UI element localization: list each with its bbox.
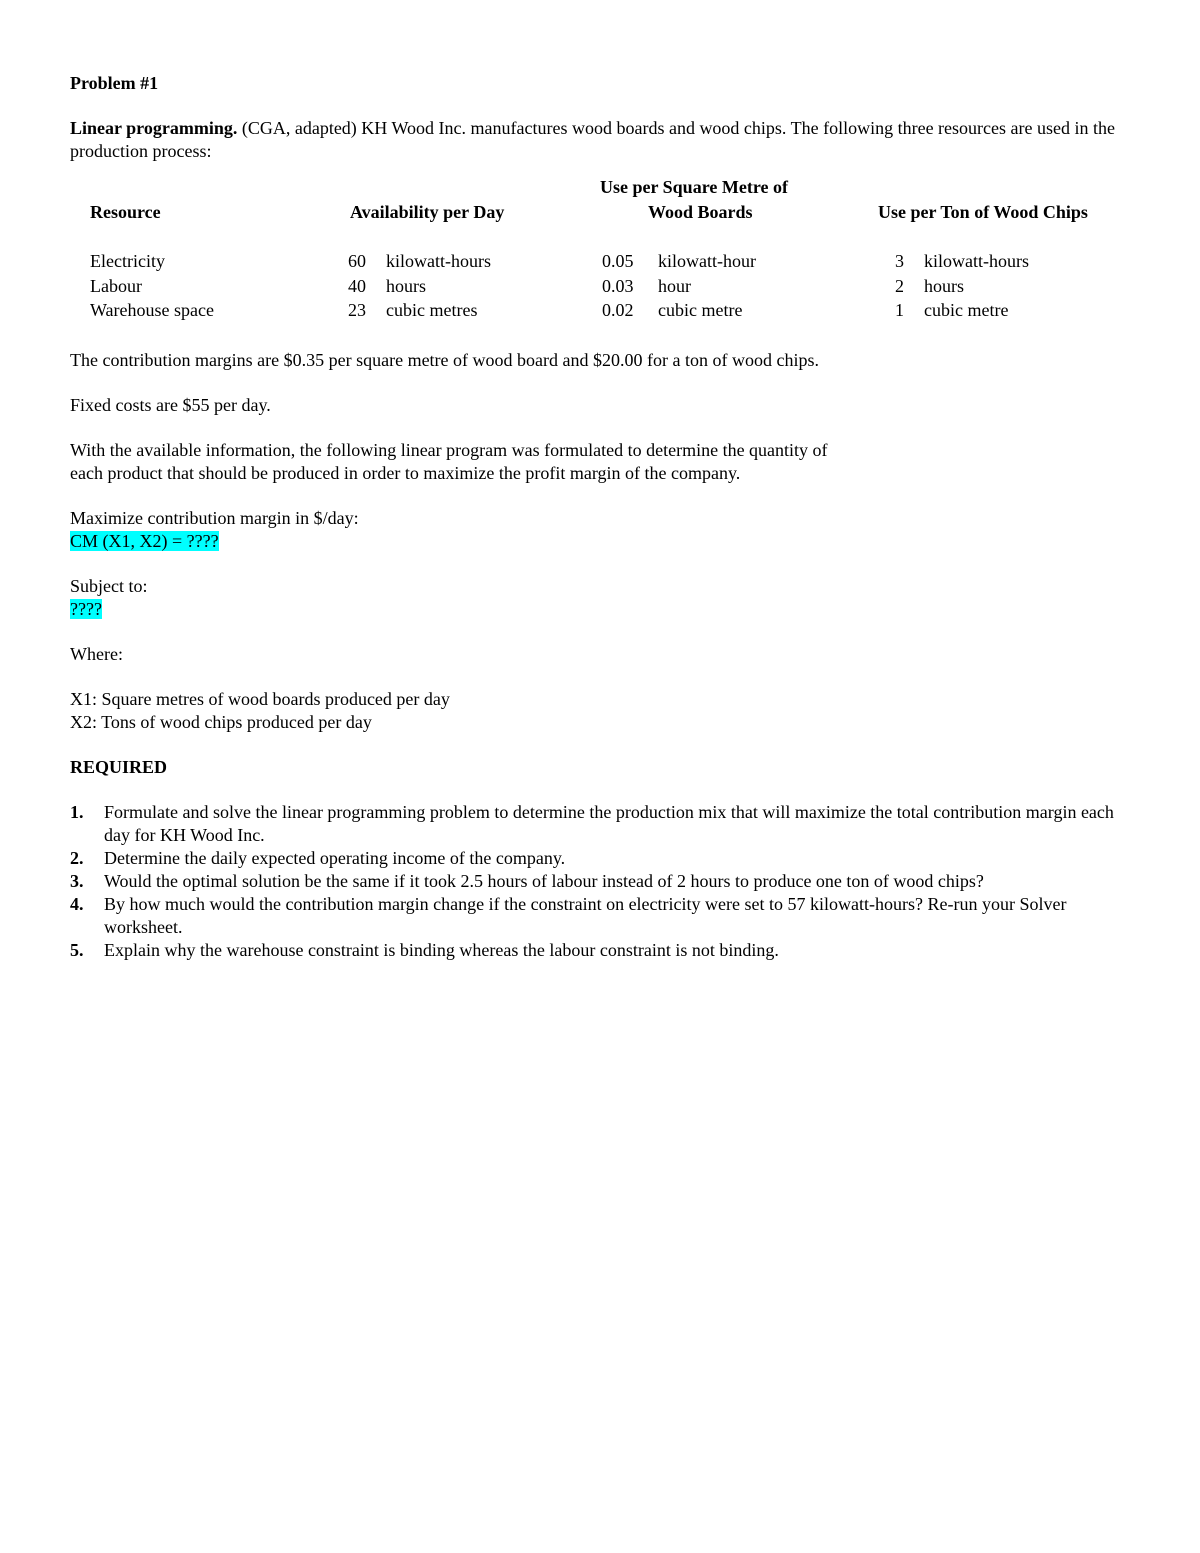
constraints-placeholder: ????	[70, 599, 102, 619]
question-number: 1.	[70, 802, 84, 822]
table-row-avail: 23	[348, 300, 366, 320]
fixed-costs-paragraph: Fixed costs are $55 per day.	[70, 395, 271, 415]
document-page	[70, 70, 1130, 962]
table-row-board-unit: kilowatt-hour	[658, 251, 756, 271]
lp-paragraph	[70, 439, 1130, 485]
list-item	[70, 801, 1130, 847]
required-heading: REQUIRED	[70, 757, 168, 777]
table-row-chip-unit: hours	[924, 276, 964, 296]
table-row-chip-unit: kilowatt-hours	[924, 251, 1029, 271]
problem-title: Problem #1	[70, 73, 159, 93]
question-text: Would the optimal solution be the same if it took 2.5 hours of labour instead of 2 hours to produce one ton of wood chips?	[104, 871, 984, 891]
variables-block	[70, 688, 1130, 734]
table-row-resource: Labour	[90, 276, 142, 296]
list-item	[70, 939, 1130, 962]
table-row-avail: 60	[348, 251, 366, 271]
maximize-label: Maximize contribution margin in $/day:	[70, 508, 359, 528]
list-item	[70, 893, 1130, 939]
table-row-board: 0.03	[602, 276, 634, 296]
lp-text-line: With the available information, the following linear program was formulated to determine the quantity of	[70, 440, 828, 460]
question-number: 3.	[70, 871, 84, 891]
table-row-resource: Warehouse space	[90, 300, 214, 320]
question-text: Formulate and solve the linear programming problem to determine the production mix that will maximize the total contribution margin each day for KH Wood Inc.	[104, 802, 1114, 845]
table-row-avail-unit: hours	[386, 276, 426, 296]
lp-text-line: each product that should be produced in order to maximize the profit margin of the company.	[70, 463, 741, 483]
question-text: Explain why the warehouse constraint is binding whereas the labour constraint is not binding.	[104, 940, 779, 960]
where-label: Where:	[70, 644, 123, 664]
table-row-avail: 40	[348, 276, 366, 296]
table-row-resource: Electricity	[90, 251, 165, 271]
constraints-block	[70, 575, 1130, 621]
variable-definition: X1: Square metres of wood boards produced per day	[70, 689, 450, 709]
objective-placeholder: CM (X1, X2) = ????	[70, 531, 219, 551]
table-row-chip: 2	[895, 276, 904, 296]
header-resource: Resource	[90, 202, 161, 222]
subject-to-label: Subject to:	[70, 576, 148, 596]
table-row-avail-unit: kilowatt-hours	[386, 251, 491, 271]
table-row-board: 0.02	[602, 300, 634, 320]
question-number: 5.	[70, 940, 84, 960]
header-boards-line1: Use per Square Metre of	[600, 177, 788, 197]
table-row-avail-unit: cubic metres	[386, 300, 478, 320]
question-text: Determine the daily expected operating income of the company.	[104, 848, 566, 868]
question-text: By how much would the contribution margin change if the constraint on electricity were set to 57 kilowatt-hours? Re-run your Solver worksheet.	[104, 894, 1067, 937]
header-boards-line2: Wood Boards	[648, 202, 753, 222]
table-row-chip: 3	[895, 251, 904, 271]
list-item	[70, 847, 1130, 870]
objective-block	[70, 507, 1130, 553]
header-chips: Use per Ton of Wood Chips	[878, 202, 1088, 222]
table-row-board-unit: hour	[658, 276, 691, 296]
table-row-chip: 1	[895, 300, 904, 320]
header-availability: Availability per Day	[350, 202, 505, 222]
variable-definition: X2: Tons of wood chips produced per day	[70, 712, 372, 732]
question-number: 2.	[70, 848, 84, 868]
resource-table	[70, 177, 1130, 327]
list-item	[70, 870, 1130, 893]
questions-list	[70, 801, 1130, 962]
table-row-board: 0.05	[602, 251, 634, 271]
table-row-board-unit: cubic metre	[658, 300, 743, 320]
intro-text: (CGA, adapted) KH Wood Inc. manufactures wood boards and wood chips. The following three resources are used in the production process:	[70, 118, 1115, 161]
contribution-paragraph: The contribution margins are $0.35 per square metre of wood board and $20.00 for a ton of wood chips.	[70, 350, 819, 370]
intro-lead: Linear programming.	[70, 118, 238, 138]
table-row-chip-unit: cubic metre	[924, 300, 1009, 320]
question-number: 4.	[70, 894, 84, 914]
intro-paragraph	[70, 117, 1130, 163]
